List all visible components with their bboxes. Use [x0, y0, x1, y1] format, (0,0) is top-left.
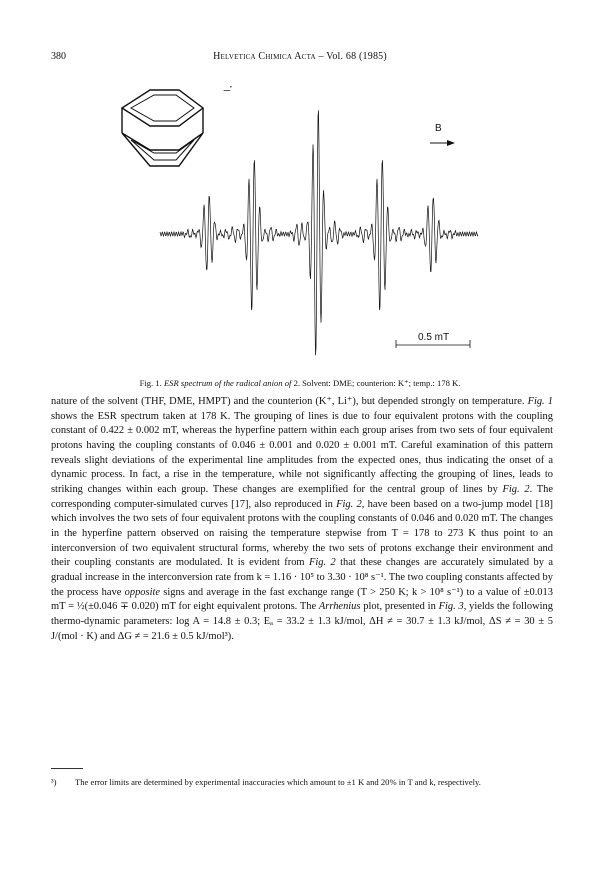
fig-ref: Fig. 3	[438, 601, 464, 613]
journal-name: Helvetica Chimica Acta	[213, 51, 316, 62]
fig-ref: Fig. 2	[336, 498, 362, 510]
footnote-text: The error limits are determined by experimental inaccuracies which amount to ±1 K and 20% in T and k, respectively.	[75, 777, 481, 787]
caption-italic: ESR spectrum of the radical anion of	[163, 378, 292, 388]
footnote-rule	[51, 768, 83, 769]
fig-ref: Fig. 1	[527, 396, 553, 407]
esr-figure	[0, 0, 600, 378]
caption-compound: 2	[293, 378, 298, 388]
page-number: 380	[51, 51, 66, 62]
fig-ref: Fig. 2	[502, 483, 530, 495]
caption-prefix: Fig. 1.	[139, 378, 162, 388]
figure-caption	[0, 378, 600, 389]
caption-rest: . Solvent: DME; counterion: K⁺; temp.: 178 K.	[297, 378, 461, 388]
running-head-separator: –	[318, 51, 324, 62]
molecule-structure	[122, 90, 203, 166]
volume-info: Vol. 68 (1985)	[326, 51, 387, 62]
field-direction-arrow	[430, 140, 455, 146]
name-ref: Arrhenius	[318, 601, 361, 613]
footnote-mark: ³)	[51, 777, 57, 787]
radical-anion-sign: −̇	[223, 84, 231, 99]
field-direction-label: B	[435, 123, 442, 134]
emphasis: opposite	[124, 586, 161, 598]
body-paragraph: nature of the solvent (THF, DME, HMPT) and the counterion (K⁺, Li⁺), but depended strongly on temperature. Fig. 1 shows the ESR spectrum taken at 178 K. The grouping of lines is due to four equivalent protons with the coupling constant of 0.422 ± 0.002 mT, whereas the hyperfine pattern within each group arises from two sets of four equivalent protons having the coupling constants of 0.046 ± 0.001 and 0.020 ± 0.001 mT. Careful examination of this pattern reveals slight deviations of the experimental line amplitudes from the expected ones, thus indicating the onset of a dynamic process. In fact, a rise in the temperature, while not significantly affecting the grouping of lines, leads to striking changes within each group. These changes are exemplified for the central group of lines by Fig. 2. The corresponding computer-simulated curves [17], also reproduced in Fig. 2, have been based on a two-jump model [18] which involves the two sets of four equivalent protons with the coupling constants of 0.046 and 0.020 mT. The changes in the hyperfine pattern observed on raising the temperature stepwise from T = 178 to 273 K thus point to an interconversion of two equivalent structural forms, whereby the two sets of protons exchange their environment and their coupling constants are modulated. It is evident from Fig. 2 that these changes are accurately simulated by a gradual increase in the interconversion rate from k = 1.16 · 10⁵ to 3.30 · 10⁸ s⁻¹. The two coupling constants affected by the process have opposite signs and average in the fast exchange range (T > 250 K; k > 10⁸ s⁻¹) to a value of ±0.013 mT = ½(±0.046 ∓ 0.020) mT for eight equivalent protons. The Arrhenius plot, presented in Fig. 3, yields the following thermo-dynamic parameters: log A = 14.8 ± 0.3; Eₐ = 33.2 ± 1.3 kJ/mol, ΔH ≠ = 30.7 ± 1.3 kJ/mol, ΔS ≠ = 30 ± 5 J/(mol · K) and ΔG ≠ = 21.6 ± 0.5 kJ/mol³).	[51, 396, 554, 642]
esr-spectrum-trace	[160, 110, 478, 355]
footnote	[51, 776, 553, 788]
fig-ref: Fig. 2	[308, 557, 336, 569]
scale-bar-label: 0.5 mT	[418, 332, 450, 343]
